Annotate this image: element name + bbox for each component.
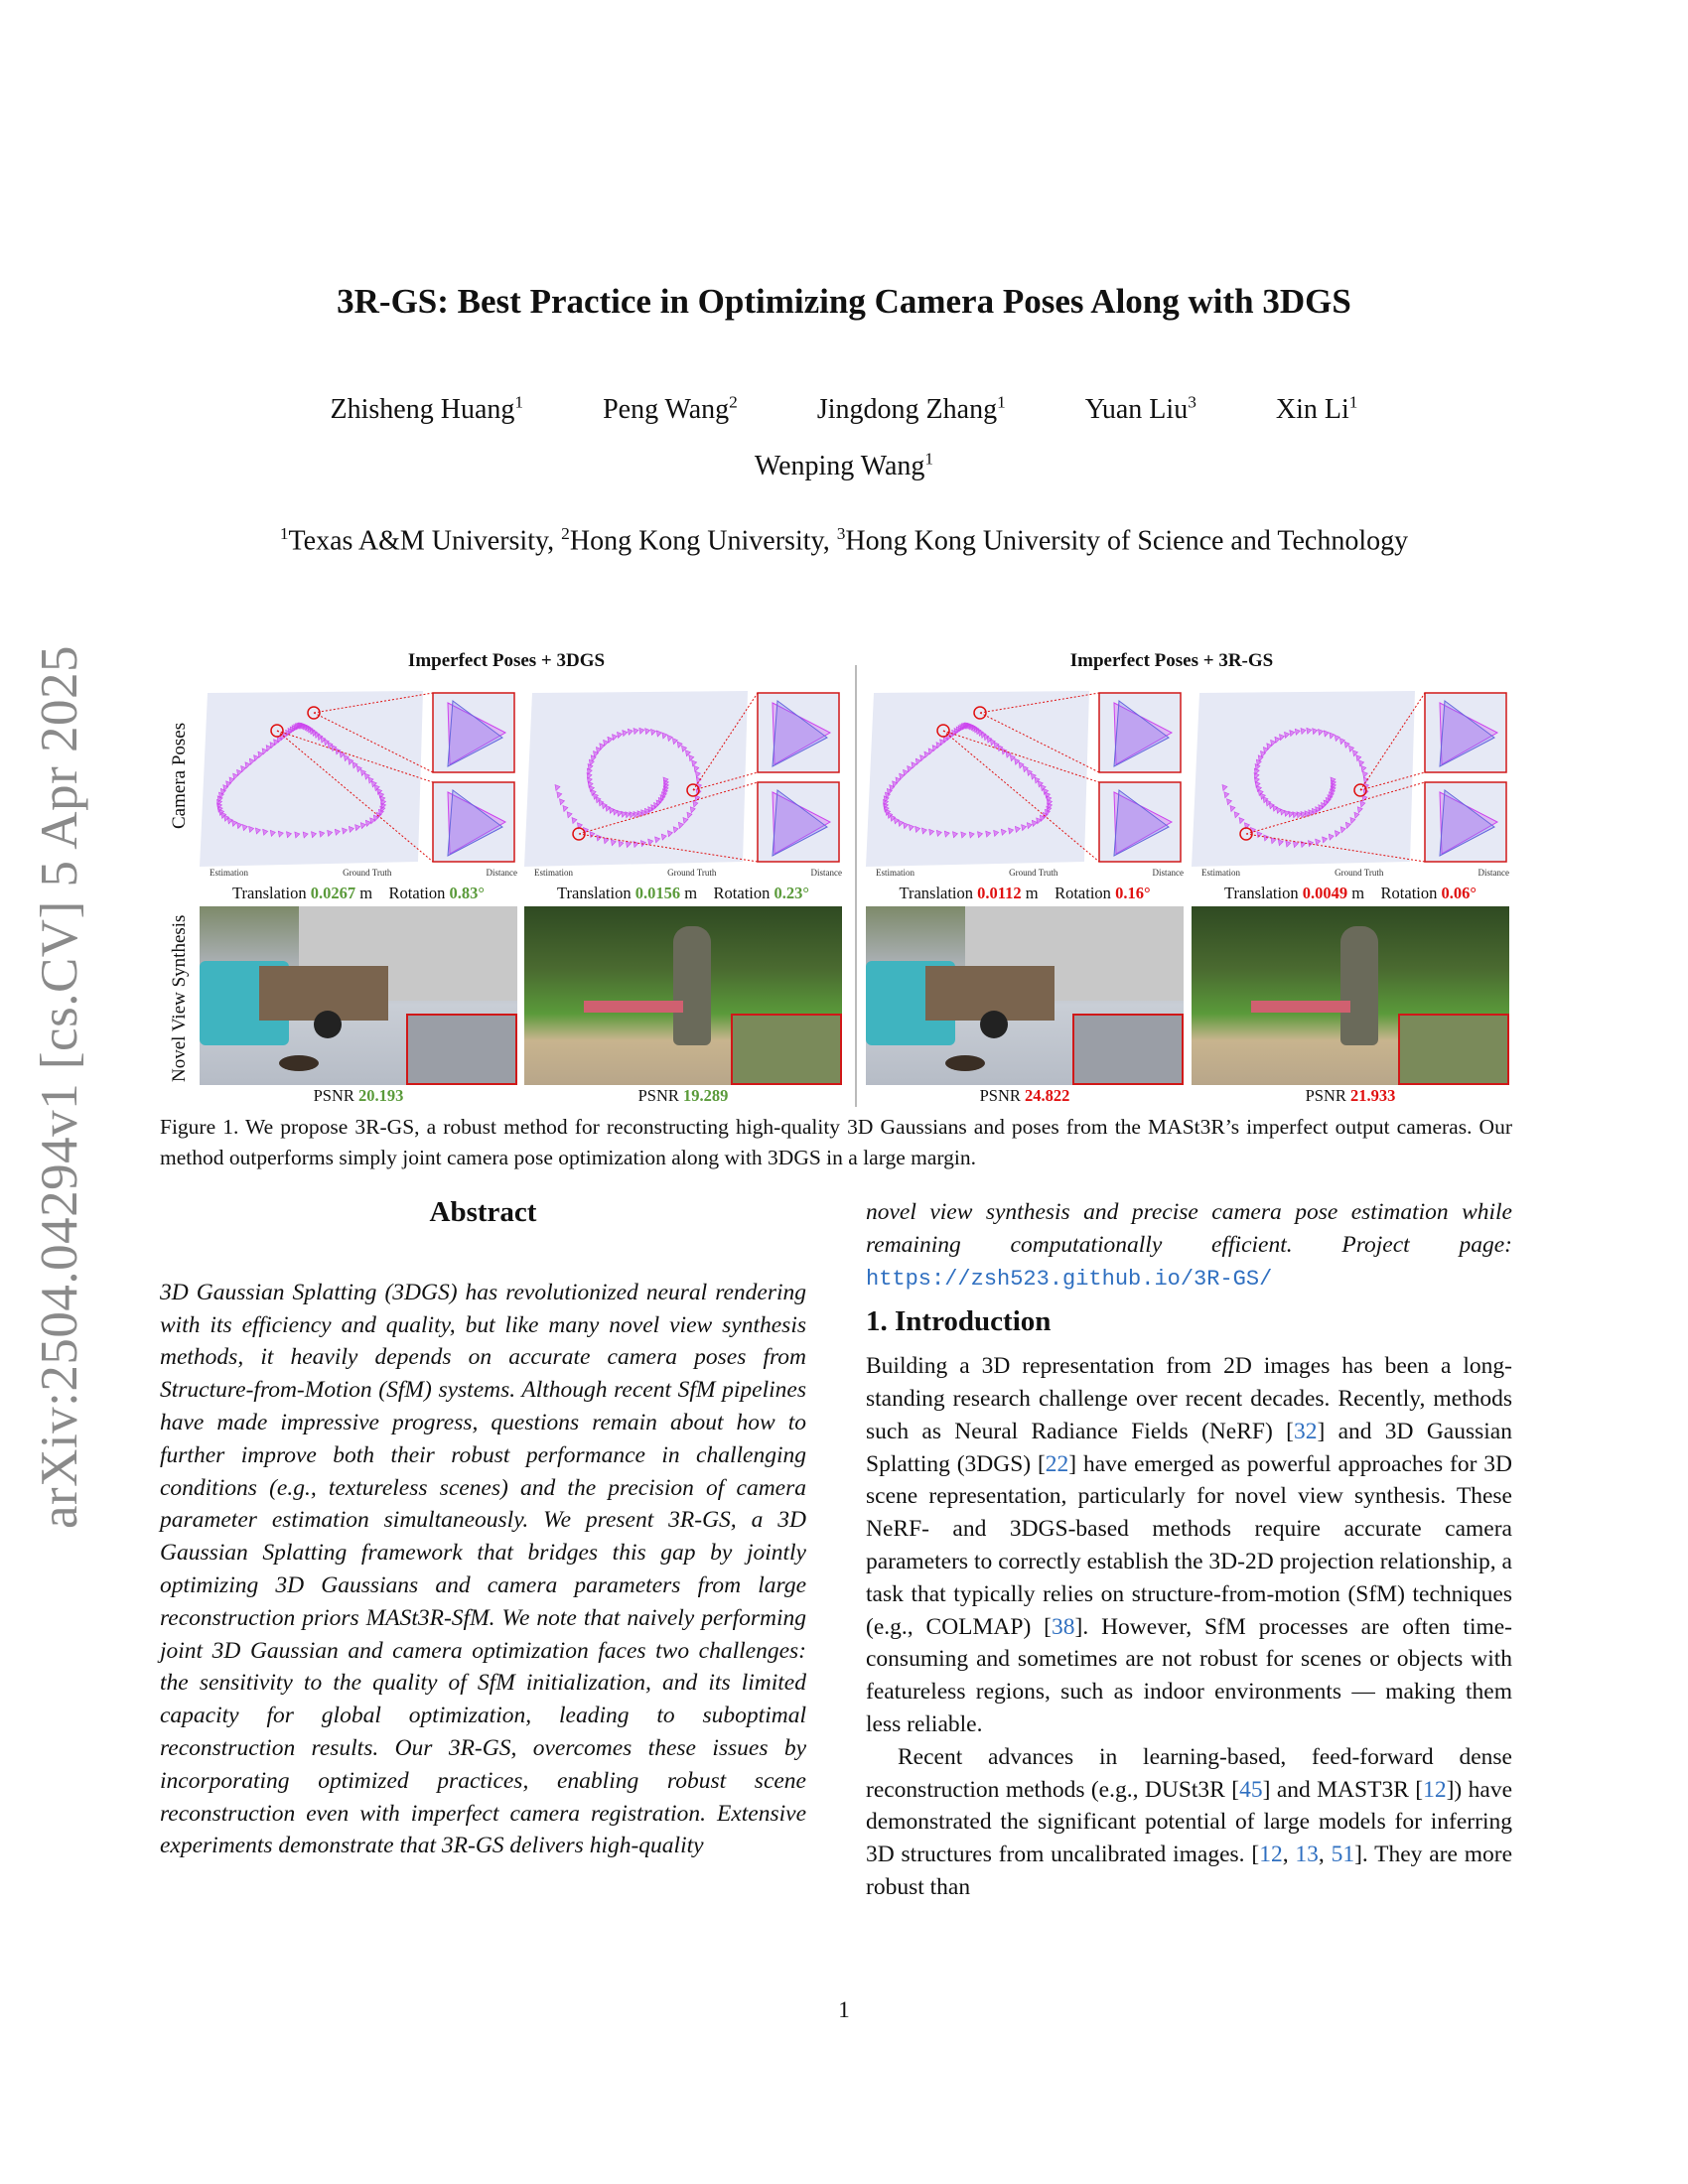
- citation-link[interactable]: 12: [1259, 1842, 1283, 1868]
- citation-link[interactable]: 13: [1295, 1842, 1319, 1868]
- psnr-value: 19.289: [683, 1086, 729, 1105]
- pose-error-metrics: [1192, 884, 1509, 903]
- citation-link[interactable]: 32: [1293, 1418, 1318, 1444]
- zoom-inset-image: [406, 1014, 517, 1085]
- psnr-metric: [1192, 1086, 1509, 1106]
- author: [755, 451, 933, 481]
- citation-link[interactable]: 12: [1423, 1776, 1447, 1803]
- translation-value: 0.0156: [634, 884, 681, 902]
- rotation-value: 0.16°: [1115, 884, 1151, 902]
- camera-pose-plot: [866, 683, 1184, 882]
- author: [603, 394, 738, 425]
- affiliation-name: Texas A&M University,: [288, 525, 562, 557]
- citation-link[interactable]: 51: [1331, 1842, 1355, 1868]
- authors-row-2: [0, 450, 1688, 482]
- abstract-heading: Abstract: [429, 1196, 537, 1228]
- translation-unit: m: [1025, 884, 1039, 902]
- author-affiliation-mark: 3: [1188, 393, 1196, 412]
- intro-text: ] and 3D Gaussian Splatting (3DGS) [: [866, 1418, 1512, 1477]
- intro-text: ] have emerged as powerful approaches for 3D scene representation, particularly for novel view synthesis. These NeRF- and 3DGS-based methods require accurate camera parameters to correctly establish the 3D-2D projection relationship, a task that typically relies on structure-from-motion (SfM) techniques (e.g., COLMAP) [: [866, 1450, 1512, 1640]
- legend-ground-truth: Ground Truth: [1335, 868, 1384, 878]
- abstract-continuation: [866, 1196, 1512, 1296]
- abstract-continuation-text: novel view synthesis and precise camera pose estimation while remaining computationally efficient. Project page:: [866, 1199, 1512, 1258]
- psnr-value: 21.933: [1350, 1086, 1396, 1105]
- intro-text: ]. However, SfM processes are often time-consuming and sometimes are not robust for scenes or objects with featureless regions, such as indoor environments — making them less reliable.: [866, 1613, 1513, 1737]
- translation-value: 0.0112: [977, 884, 1022, 902]
- legend-estimation: Estimation: [534, 868, 573, 878]
- psnr-value: 24.822: [1025, 1086, 1070, 1105]
- abstract-text: 3D Gaussian Splatting (3DGS) has revolutionized neural rendering with its efficiency and quality, but like many novel view synthesis methods, it heavily depends on accurate camera poses from Structure-from-Motion (SfM) systems. Although recent SfM pipelines have made impressive progress, questions remain about how to further improve both their robust performance in challenging conditions (e.g., textureless scenes) and the precision of camera parameter estimation simultaneously. We present 3R-GS, a 3D Gaussian Splatting framework that bridges this gap by jointly optimizing 3D Gaussians and camera parameters from large reconstruction priors MASt3R-SfM. We note that naively performing joint 3D Gaussian and camera optimization faces two challenges: the sensitivity to the quality of SfM initialization, and its limited capacity for global optimization, leading to suboptimal reconstruction results. Our 3R-GS, overcomes these issues by incorporating optimized practices, enabling robust scene reconstruction even with imperfect camera registration. Extensive experiments demonstrate that 3R-GS delivers high-quality: [160, 1279, 806, 1859]
- legend-ground-truth: Ground Truth: [1009, 868, 1058, 878]
- author-name: Yuan Liu: [1084, 394, 1189, 426]
- zoom-inset-image: [1398, 1014, 1509, 1085]
- novel-view-render-statue: [1192, 906, 1509, 1085]
- affiliations: [0, 524, 1688, 557]
- affiliation-number: 3: [836, 524, 846, 543]
- psnr-value: 20.193: [358, 1086, 404, 1105]
- paper-title: 3R-GS: Best Practice in Optimizing Camera Poses Along with 3DGS: [337, 282, 1351, 321]
- intro-text: ]. They are more robust than: [866, 1842, 1513, 1900]
- intro-text: ]) have demonstrated the significant potential of large models for inferring 3D structures from uncalibrated images. [: [866, 1776, 1513, 1868]
- rotation-value: 0.06°: [1441, 884, 1477, 902]
- plot-legend: [534, 868, 842, 878]
- author-name: Jingdong Zhang: [816, 394, 998, 426]
- author-name: Xin Li: [1275, 394, 1349, 426]
- author: [817, 394, 1006, 425]
- author: [331, 394, 524, 425]
- psnr-metric: [200, 1086, 517, 1106]
- authors-row-1: [0, 393, 1688, 426]
- novel-view-render-truck: [200, 906, 517, 1085]
- translation-value: 0.0049: [1302, 884, 1348, 902]
- project-page-link[interactable]: https://zsh523.github.io/3R-GS/: [866, 1266, 1273, 1292]
- left-column: [160, 1196, 806, 1862]
- camera-pose-plot: [524, 683, 842, 882]
- rotation-value: 0.83°: [449, 884, 485, 902]
- translation-unit: m: [1351, 884, 1365, 902]
- legend-ground-truth: Ground Truth: [343, 868, 392, 878]
- author: [1085, 394, 1196, 425]
- intro-text: Recent advances in learning-based, feed-forward dense reconstruction methods (e.g., DUSt3R [: [866, 1743, 1512, 1803]
- figure-caption: Figure 1. We propose 3R-GS, a robust method for reconstructing high-quality 3D Gaussians and poses from the MASt3R’s imperfect output cameras. Our method outperforms simply joint camera pose optimization along with 3DGS in a large margin.: [160, 1115, 1512, 1169]
- intro-text: ] and MAST3R [: [1262, 1776, 1424, 1803]
- plot-legend: [876, 868, 1184, 878]
- affiliation-number: 2: [561, 524, 570, 543]
- page-number: 1: [838, 1997, 850, 2022]
- psnr-metric: [524, 1086, 842, 1106]
- right-column: [866, 1196, 1512, 1904]
- psnr-label: PSNR: [637, 1086, 679, 1105]
- intro-text: ,: [1282, 1842, 1296, 1868]
- zoom-inset-image: [731, 1014, 842, 1085]
- author: [1276, 394, 1358, 425]
- author-name: Peng Wang: [603, 394, 730, 426]
- author-affiliation-mark: 2: [729, 393, 738, 412]
- author-name: Zhisheng Huang: [330, 394, 515, 426]
- row-label-camera-poses: Camera Poses: [169, 722, 190, 829]
- translation-unit: m: [359, 884, 373, 902]
- row-label-novel-view-synthesis: Novel View Synthesis: [169, 914, 190, 1082]
- citation-link[interactable]: 22: [1045, 1450, 1069, 1477]
- author-name: Wenping Wang: [754, 451, 925, 482]
- rotation-label: Rotation: [1380, 884, 1438, 902]
- camera-pose-plot: [1192, 683, 1509, 882]
- translation-label: Translation: [557, 884, 632, 902]
- arxiv-side-label: arXiv:2504.04294v1 [cs.CV] 5 Apr 2025: [31, 645, 88, 1529]
- legend-distance: Distance: [486, 868, 517, 878]
- pose-error-metrics: [524, 884, 842, 903]
- intro-paragraph: [866, 1350, 1512, 1741]
- pose-error-metrics: [200, 884, 517, 903]
- legend-estimation: Estimation: [1201, 868, 1240, 878]
- citation-link[interactable]: 38: [1052, 1613, 1075, 1640]
- figure-divider: [855, 665, 857, 1107]
- legend-estimation: Estimation: [210, 868, 248, 878]
- translation-label: Translation: [232, 884, 307, 902]
- rotation-label: Rotation: [1055, 884, 1111, 902]
- introduction-heading: 1. Introduction: [866, 1305, 1052, 1338]
- translation-label: Translation: [1224, 884, 1299, 902]
- psnr-label: PSNR: [979, 1086, 1021, 1105]
- translation-value: 0.0267: [310, 884, 356, 902]
- psnr-metric: [866, 1086, 1184, 1106]
- intro-text: ,: [1318, 1842, 1332, 1868]
- affiliation-number: 1: [279, 524, 289, 543]
- novel-view-render-statue: [524, 906, 842, 1085]
- legend-distance: Distance: [810, 868, 842, 878]
- group-title-3dgs: Imperfect Poses + 3DGS: [407, 650, 606, 671]
- translation-label: Translation: [899, 884, 974, 902]
- affiliation-name: Hong Kong University,: [569, 525, 837, 557]
- psnr-label: PSNR: [313, 1086, 354, 1105]
- legend-ground-truth: Ground Truth: [667, 868, 717, 878]
- author-affiliation-mark: 1: [997, 393, 1006, 412]
- translation-unit: m: [684, 884, 698, 902]
- author-affiliation-mark: 1: [924, 450, 934, 469]
- zoom-inset-image: [1072, 1014, 1184, 1085]
- author-affiliation-mark: 1: [514, 393, 524, 412]
- rotation-label: Rotation: [388, 884, 446, 902]
- intro-text: Building a 3D representation from 2D images has been a long-standing research challenge over recent decades. Recently, methods such as Neural Radiance Fields (NeRF) [: [866, 1353, 1512, 1444]
- legend-estimation: Estimation: [876, 868, 914, 878]
- psnr-label: PSNR: [1305, 1086, 1346, 1105]
- author-affiliation-mark: 1: [1348, 393, 1358, 412]
- legend-distance: Distance: [1152, 868, 1184, 878]
- introduction-body: [866, 1350, 1512, 1904]
- camera-pose-plot: [200, 683, 517, 882]
- citation-link[interactable]: 45: [1239, 1776, 1263, 1803]
- rotation-value: 0.23°: [774, 884, 809, 902]
- novel-view-render-truck: [866, 906, 1184, 1085]
- rotation-label: Rotation: [713, 884, 771, 902]
- intro-paragraph: [866, 1741, 1512, 1904]
- plot-legend: [1201, 868, 1509, 878]
- legend-distance: Distance: [1477, 868, 1509, 878]
- figure-1: [149, 645, 1519, 1112]
- plot-legend: [210, 868, 517, 878]
- affiliation-name: Hong Kong University of Science and Technology: [845, 525, 1409, 557]
- group-title-3rgs: Imperfect Poses + 3R-GS: [1069, 650, 1274, 671]
- pose-error-metrics: [866, 884, 1184, 903]
